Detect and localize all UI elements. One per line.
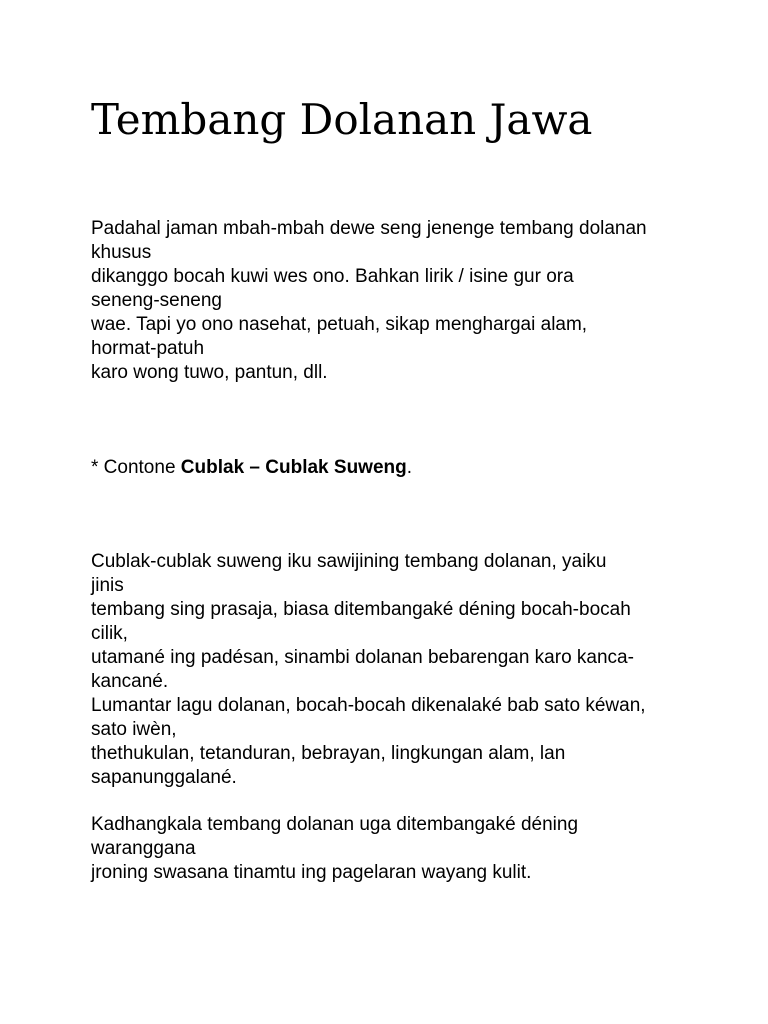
paragraph-line: seneng-seneng	[91, 290, 222, 311]
paragraph-line: sapanunggalané.	[91, 767, 237, 788]
paragraph-line: khusus	[91, 242, 152, 263]
paragraph-line: Lumantar lagu dolanan, bocah-bocah dikenalaké bab sato kéwan,	[91, 695, 646, 716]
paragraph-line: cilik,	[91, 623, 128, 644]
paragraph-line: hormat-patuh	[91, 338, 205, 359]
paragraph-line: thethukulan, tetanduran, bebrayan, lingkungan alam, lan	[91, 743, 566, 764]
paragraph-line: jinis	[91, 575, 124, 596]
example-song-title: Cublak – Cublak Suweng	[180, 457, 407, 478]
example-prefix: * Contone	[91, 457, 181, 478]
paragraph-line: tembang sing prasaja, biasa ditembangaké déning bocah-bocah	[91, 599, 631, 620]
paragraph-line: karo wong tuwo, pantun, dll.	[91, 362, 328, 383]
paragraph-line: wae. Tapi yo ono nasehat, petuah, sikap menghargai alam,	[91, 314, 588, 335]
example-paragraph	[91, 456, 711, 480]
extra-paragraph	[91, 813, 711, 885]
paragraph-line: Cublak-cublak suweng iku sawijining tembang dolanan, yaiku	[91, 551, 607, 572]
description-paragraph	[91, 550, 711, 790]
paragraph-line: utamané ing padésan, sinambi dolanan bebarengan karo kanca-	[91, 647, 634, 668]
document-title: Tembang Dolanan Jawa	[91, 95, 593, 144]
example-line	[91, 456, 711, 480]
example-suffix: .	[406, 457, 413, 478]
paragraph-line: kancané.	[91, 671, 169, 692]
paragraph-line: sato iwèn,	[91, 719, 177, 740]
paragraph-line: waranggana	[91, 838, 196, 859]
paragraph-line: Kadhangkala tembang dolanan uga ditembangaké déning	[91, 814, 579, 835]
paragraph-line: jroning swasana tinamtu ing pagelaran wayang kulit.	[91, 862, 532, 883]
paragraph-line: dikanggo bocah kuwi wes ono. Bahkan lirik / isine gur ora	[91, 266, 574, 287]
intro-paragraph	[91, 217, 711, 385]
paragraph-line: Padahal jaman mbah-mbah dewe seng jenenge tembang dolanan	[91, 218, 647, 239]
